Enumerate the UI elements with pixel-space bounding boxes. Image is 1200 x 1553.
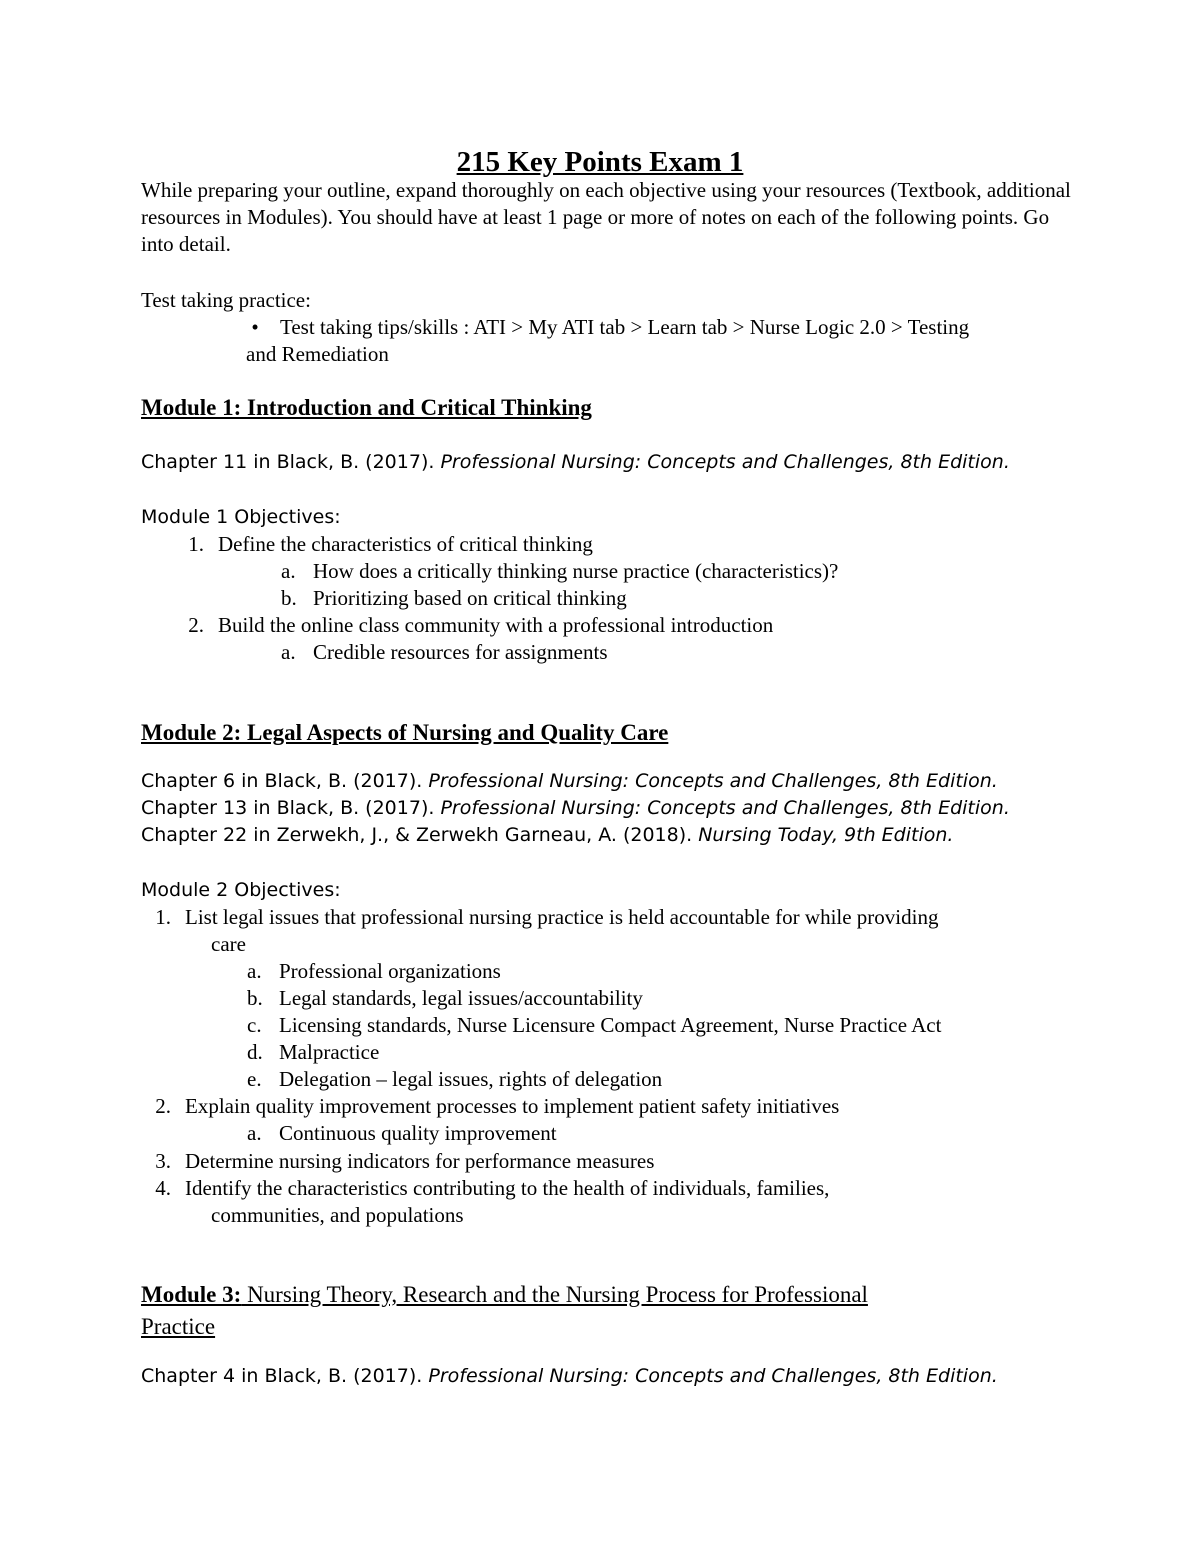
- list-letter: c.: [247, 1013, 262, 1037]
- list-subitem: [247, 1066, 662, 1093]
- list-letter: b.: [281, 586, 297, 610]
- list-subitem-text: Malpractice: [279, 1040, 380, 1064]
- list-subitem-text: How does a critically thinking nurse practice (characteristics)?: [313, 559, 839, 583]
- module-2-heading: Module 2: Legal Aspects of Nursing and Quality Care: [141, 720, 669, 745]
- module-2-objectives-label: Module 2 Objectives:: [141, 879, 341, 901]
- list-number: 2.: [155, 1094, 171, 1118]
- list-item-text: Identify the characteristics contributing to the health of individuals, families,: [185, 1176, 830, 1200]
- list-item-text: Explain quality improvement processes to implement patient safety initiatives: [185, 1094, 840, 1118]
- list-subitem-text: Professional organizations: [279, 959, 501, 983]
- list-letter: d.: [247, 1040, 263, 1064]
- test-taking-bullet-continuation: and Remediation: [246, 342, 389, 366]
- list-subitem-text: Continuous quality improvement: [279, 1121, 557, 1145]
- list-item: [180, 612, 773, 639]
- test-taking-label: Test taking practice:: [141, 288, 311, 312]
- test-taking-bullet-text: Test taking tips/skills : ATI > My ATI tab > Learn tab > Nurse Logic 2.0 > Testing: [280, 315, 970, 339]
- list-item-text: Define the characteristics of critical thinking: [218, 532, 593, 556]
- chapter-ref-title: Professional Nursing: Concepts and Challenges, 8th Edition.: [428, 1365, 998, 1387]
- list-item-text: Determine nursing indicators for performance measures: [185, 1149, 655, 1173]
- module-3-heading-continuation: [141, 1311, 215, 1342]
- list-subitem: [247, 1039, 379, 1066]
- chapter-ref-prefix: Chapter 11 in Black, B. (2017).: [141, 451, 441, 473]
- module-2-chapter-ref: [141, 795, 1010, 822]
- list-number: 1.: [155, 905, 171, 929]
- list-number: 1.: [188, 532, 204, 556]
- module-1-heading: Module 1: Introduction and Critical Thinking: [141, 395, 592, 420]
- module-3-chapter-ref: [141, 1363, 998, 1390]
- list-letter: b.: [247, 986, 263, 1010]
- module-2-chapter-ref: [141, 768, 998, 795]
- list-number: 3.: [155, 1149, 171, 1173]
- list-item: [147, 904, 938, 931]
- list-item: [147, 1175, 829, 1202]
- list-item-continuation: communities, and populations: [211, 1203, 464, 1227]
- list-item: [147, 1148, 654, 1175]
- list-letter: a.: [247, 959, 262, 983]
- list-subitem-text: Legal standards, legal issues/accountability: [279, 986, 643, 1010]
- module-1-chapter-ref: [141, 449, 1010, 476]
- list-item: [147, 1093, 839, 1120]
- chapter-ref-prefix: Chapter 4 in Black, B. (2017).: [141, 1365, 429, 1387]
- module-1-objectives-label: Module 1 Objectives:: [141, 506, 341, 528]
- list-item-continuation: care: [211, 932, 246, 956]
- list-number: 4.: [155, 1176, 171, 1200]
- chapter-ref-title: Professional Nursing: Concepts and Challenges, 8th Edition.: [428, 770, 998, 792]
- module-2-chapter-ref: [141, 822, 953, 849]
- module-3-heading-label: Module 3:: [141, 1282, 242, 1307]
- list-subitem: [281, 639, 608, 666]
- chapter-ref-title: Professional Nursing: Concepts and Challenges, 8th Edition.: [440, 451, 1010, 473]
- list-subitem: [247, 1012, 941, 1039]
- bullet-icon: •: [251, 315, 259, 339]
- list-subitem: [281, 558, 838, 585]
- chapter-ref-prefix: Chapter 13 in Black, B. (2017).: [141, 797, 441, 819]
- list-letter: e.: [247, 1067, 262, 1091]
- list-letter: a.: [281, 559, 296, 583]
- list-item: [180, 531, 593, 558]
- list-subitem-text: Prioritizing based on critical thinking: [313, 586, 627, 610]
- list-subitem: [247, 958, 501, 985]
- list-subitem: [247, 985, 643, 1012]
- list-subitem: [281, 585, 627, 612]
- chapter-ref-prefix: Chapter 22 in Zerwekh, J., & Zerwekh Garneau, A. (2018).: [141, 824, 699, 846]
- module-3-heading: [141, 1279, 868, 1310]
- list-number: 2.: [188, 613, 204, 637]
- test-taking-bullet-item: [246, 314, 969, 341]
- chapter-ref-title: Nursing Today, 9th Edition.: [698, 824, 954, 846]
- intro-paragraph: While preparing your outline, expand thoroughly on each objective using your resources (Textbook, additional resources in Modules). You should have at least 1 page or more of notes on each of the following points. Go into detail.: [141, 178, 1071, 256]
- list-subitem-text: Credible resources for assignments: [313, 640, 608, 664]
- chapter-ref-prefix: Chapter 6 in Black, B. (2017).: [141, 770, 429, 792]
- list-subitem: [247, 1120, 557, 1147]
- list-letter: a.: [247, 1121, 262, 1145]
- page-title: 215 Key Points Exam 1: [456, 146, 744, 178]
- module-3-heading-title-continued: Practice: [141, 1314, 216, 1339]
- list-letter: a.: [281, 640, 296, 664]
- list-item-text: List legal issues that professional nursing practice is held accountable for while providing: [185, 905, 939, 929]
- list-subitem-text: Licensing standards, Nurse Licensure Compact Agreement, Nurse Practice Act: [279, 1013, 942, 1037]
- module-3-heading-title: Nursing Theory, Research and the Nursing Process for Professional: [241, 1282, 868, 1307]
- list-subitem-text: Delegation – legal issues, rights of delegation: [279, 1067, 663, 1091]
- list-item-text: Build the online class community with a professional introduction: [218, 613, 774, 637]
- chapter-ref-title: Professional Nursing: Concepts and Challenges, 8th Edition.: [440, 797, 1010, 819]
